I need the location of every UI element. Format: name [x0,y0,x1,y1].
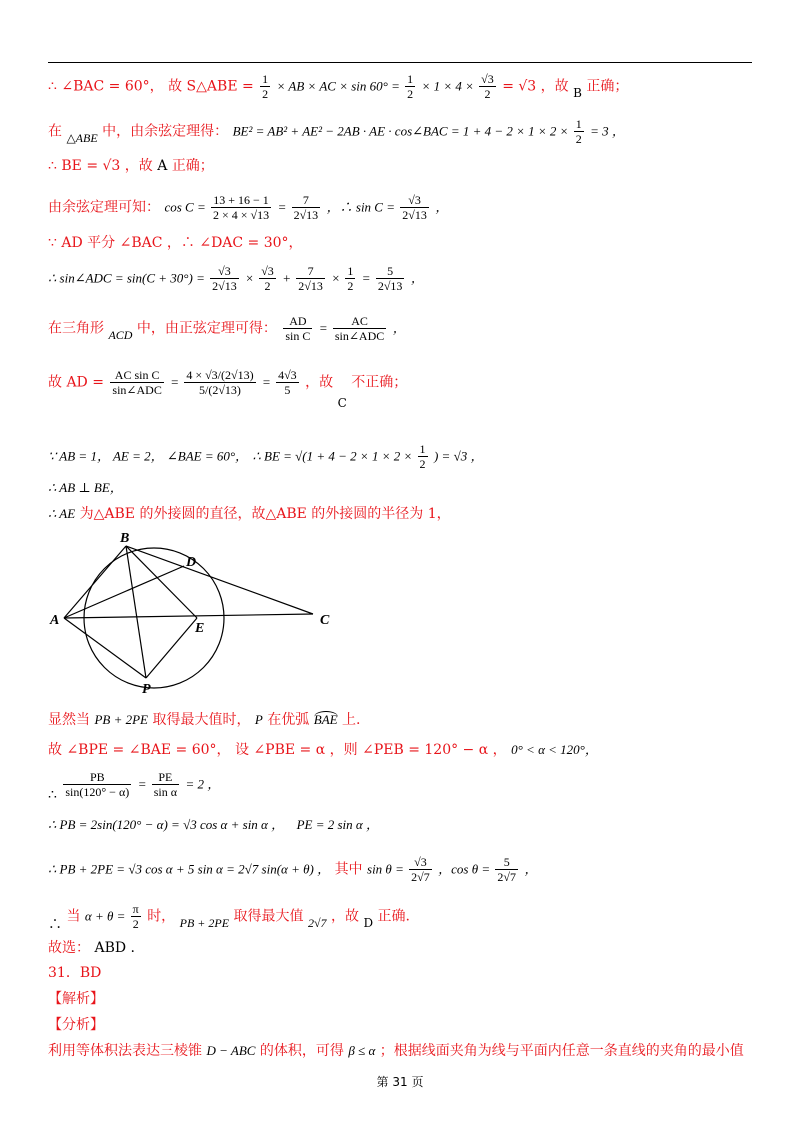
fraction: $\frac{PE}{\text{sin α}}$ [153,770,178,799]
fraction: $\frac{5}{2√13}$ [377,264,403,293]
text: 不正确； [351,374,408,391]
text: 设 ∠PBE = α ，则 ∠PEB = 120° − α ， [235,742,507,758]
label-B: B [120,531,130,546]
text: 正确. [377,908,410,925]
fraction: $\frac{5}{2√7}$ [497,855,516,884]
fraction: $\frac{PB}{\sin(120^\circ - \alpha)}$ [65,770,130,799]
answer: ABD [94,940,127,956]
line-18 [48,938,760,958]
fraction: $\frac{√3}{2}$ [481,72,494,101]
page-number: 第 31 页 [376,1075,424,1089]
fraction: $\frac{AC}{\text{sin∠ADC}}$ [334,314,385,343]
line-16 [48,855,760,884]
math: PE = 2 sin α ， [296,817,379,832]
fraction: $\frac{1}{2}$ [407,72,414,101]
math: ∴ PB = 2sin(120° − α) = √3 cos α + sin α ， [48,817,285,832]
math: P [254,712,263,727]
line-5 [48,233,760,253]
line-8 [48,368,760,410]
math: ∴ sin∠ADC = sin(C + 30°) = [48,270,209,286]
text: 正确； [171,158,214,174]
line-7 [48,314,760,343]
text: 的体积，可得 [259,1043,344,1059]
text: 时， [147,908,176,925]
line-2 [48,117,760,146]
text: 上. [342,712,361,728]
math: PB + 2PE [179,915,230,930]
math: = 3 ， [590,123,625,139]
text: ；根据线面夹角为线与平面内任意一条直线的夹角的最小值 [379,1043,744,1059]
text: 正确； [586,78,629,95]
label-A: A [50,613,60,628]
fraction: $\frac{√3}{2}$ [261,264,274,293]
text: 当 [66,908,81,925]
text: 由余弦定理可知： [48,199,160,216]
text: 故 AD = [48,374,109,391]
math: = [277,199,290,215]
fraction: $\frac{\pi}{2}$ [132,902,139,931]
text: ，故 [331,908,360,925]
math: 0° < α < 120°， [511,742,598,757]
segment-BP [126,546,146,678]
math: ∴ AE [48,506,76,521]
fraction: $\frac{7}{2√13}$ [298,264,323,293]
math: × AB × AC × sin 60° = [276,78,404,94]
text: = √3 ，故 [502,78,569,95]
math: = 2 ， [185,776,221,792]
segment-AP [64,618,146,678]
text: 故 ∠BPE = ∠BAE = 60°， [48,742,231,758]
math: ，cos θ = [438,861,494,877]
text: ∵ AD 平分 ∠BAC ，∴ ∠DAC = 30°， [48,235,303,251]
math: = [318,320,331,336]
math: ∴ [48,786,57,803]
header-rule [48,62,752,63]
fraction: $\frac{1}{2}$ [575,117,582,146]
math: △ABE [66,130,98,145]
text: 中，由余弦定理得： [102,123,229,140]
line-14 [48,770,760,803]
line-17 [48,902,760,931]
label-D: D [186,555,197,570]
segment-AB [64,546,126,618]
line-20: 【解析】 [48,991,104,1007]
math: D − ABC [206,1043,256,1058]
math: ∴ AB ⊥ BE， [48,480,123,495]
math: × [245,270,258,286]
line-22 [48,1041,760,1061]
fraction: $\frac{√3}{2√7}$ [411,855,430,884]
math: ∴ BE = √(1 + 4 − 2 × 1 × 2 × [252,448,416,464]
math: 2√7 [307,915,327,930]
line-21: 【分析】 [48,1017,104,1033]
fraction: $\frac{7}{2√13}$ [293,193,319,222]
text: 故选： [48,940,90,956]
text: . [130,940,135,956]
text: 为△ABE 的外接圆的直径，故△ABE 的外接圆的半径为 1， [79,506,451,522]
text: 故 S△ABE = [168,78,259,95]
line-15 [48,815,760,835]
option-letter: D [363,915,374,930]
geometry-figure [48,528,348,696]
math: ， [524,861,538,877]
fraction: $\frac{1}{2}$ [347,264,354,293]
segment-AD [64,566,184,618]
text: ∴ ∠BAC = 60°， [48,78,164,95]
text: 显然当 [48,712,90,728]
segment-AC [64,614,313,618]
line-4 [48,193,760,222]
math: = [137,776,150,792]
text: 在优弧 [267,712,310,728]
math: β ≤ α [348,1043,376,1058]
math: ， [410,270,424,286]
text: 其中 [334,861,363,878]
math: = [262,374,275,390]
line-12 [48,710,760,730]
option-letter: C [337,395,347,410]
option-letter: B [573,85,582,100]
fraction: $\frac{4 \times √3/(2√13)}{5/(2√13)}$ [186,368,254,397]
math: ) = √3 ， [433,448,484,464]
fraction: $\frac{1}{2}$ [419,442,426,471]
math: PB + 2PE [94,712,148,727]
label-C: C [320,613,330,628]
math: = [170,374,183,390]
fraction: $\frac{1}{2}$ [262,72,269,101]
text: 中，由正弦定理可得： [136,320,277,337]
line-9 [48,442,760,471]
fraction: $\frac{\text{AC sin C}}{\text{sin∠ADC}}$ [112,368,162,397]
math: × [331,270,344,286]
math: α + θ = [84,908,129,924]
math: + [282,270,295,286]
line-11 [48,504,760,524]
math: ACD [108,327,133,342]
label-E: E [195,621,205,636]
circumcircle [84,548,224,688]
math: ∵ AB = 1， AE = 2， ∠BAE = 60°， [48,448,249,464]
line-13 [48,740,760,760]
math-arc: BAE [313,712,338,727]
line-3 [48,156,760,176]
line-19: 31．BD [48,965,102,981]
math: BE² = AB² + AE² − 2AB · AE · cos∠BAC = 1 + 4 − 2 × 1 × 2 × [232,123,572,139]
segment-EP [146,618,197,678]
label-P: P [142,682,151,696]
math: ，∴ sin C = [326,199,399,215]
text: ∴ BE = √3 ，故 [48,158,153,174]
text: 利用等体积法表达三棱锥 [48,1043,202,1059]
line-10 [48,478,760,498]
line-6 [48,264,760,293]
math: ， [435,199,449,215]
line-1 [48,72,760,101]
math: × 1 × 4 × [421,78,478,94]
math: = [361,270,374,286]
text: 在 [48,123,62,140]
segment-BC [126,546,313,614]
fraction: $\frac{√3}{2√13}$ [212,264,237,293]
text: ，故 [305,374,334,391]
fraction: $\frac{13 + 16 - 1}{2 \times 4 \times √13}$ [212,193,270,222]
text: 取得最大值 [233,908,304,925]
text: 在三角形 [48,320,104,337]
math: ， [392,320,406,336]
math: cos C = [164,199,209,215]
fraction: $\frac{√3}{2√13}$ [402,193,427,222]
math: sin θ = [367,861,408,877]
fraction: $\frac{4√3}{5}$ [278,368,297,397]
math: ∴ PB + 2PE = √3 cos α + 5 sin α = 2√7 sin(α + θ) ， [48,861,331,877]
text: 取得最大值时， [152,712,251,728]
math: ∴ [48,916,62,933]
option-letter: A [157,158,168,174]
fraction: $\frac{AD}{\text{sin C}}$ [285,314,311,343]
